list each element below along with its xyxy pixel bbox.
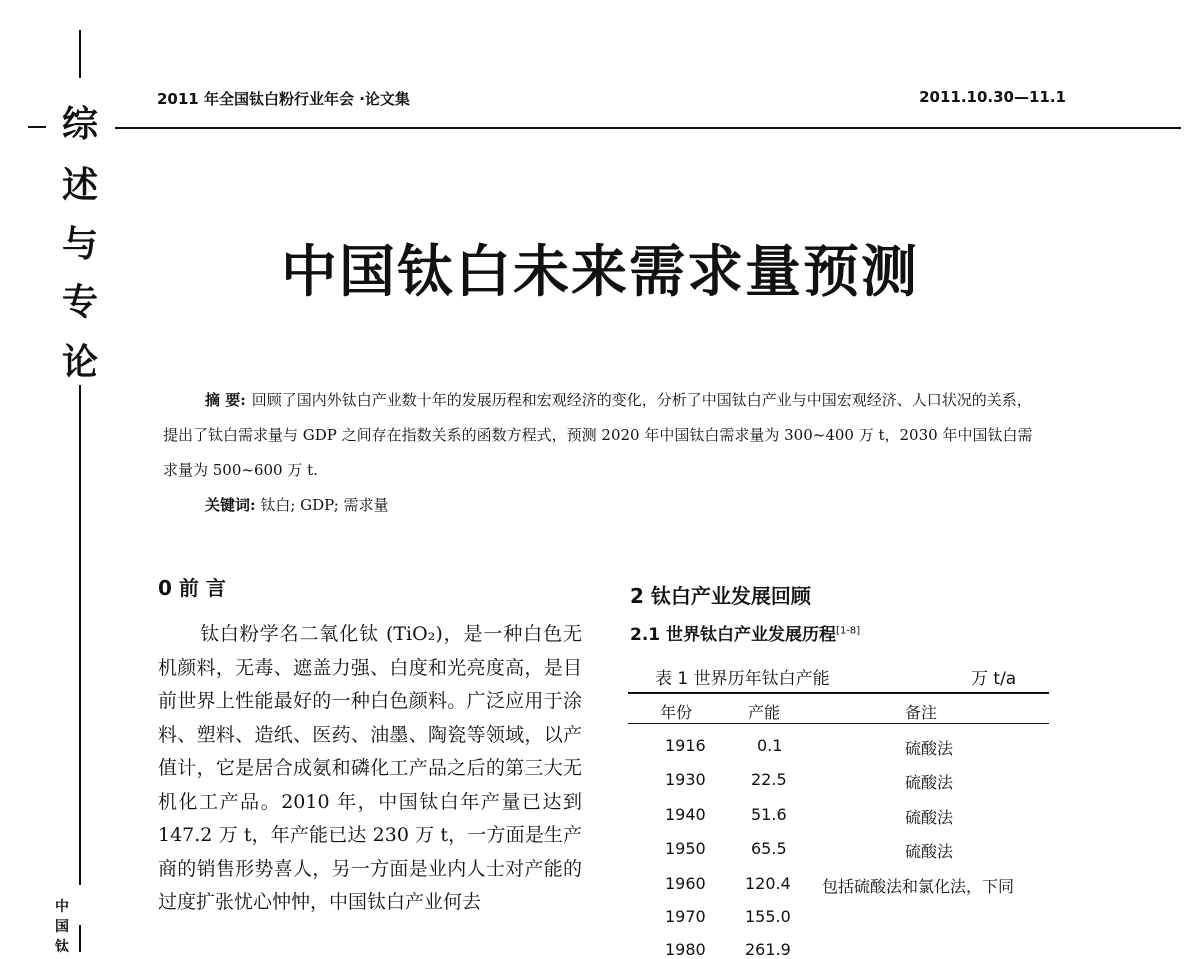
section-0-heading: 0 前 言 (158, 576, 226, 600)
keywords (205, 494, 389, 515)
citation-ref: [1-8] (836, 625, 861, 637)
side-bottom-char: 国 (55, 919, 69, 935)
table-cell-capacity: 261.9 (745, 940, 791, 959)
header-rule (115, 127, 1181, 129)
table-cell-capacity: 120.4 (745, 874, 791, 893)
section-2-1-title: 2.1 世界钛白产业发展历程 (630, 625, 837, 645)
section-0-body: 钛白粉学名二氧化钛 (TiO₂)，是一种白色无机颜料，无毒、遮盖力强、白度和光亮度高，是目前世界上性能最好的一种白色颜料。广泛应用于涂料、塑料、造纸、医药、油墨、陶瓷等领域，以产值计，它是居合成氨和磷化工产品之后的第三大无机化工产品。2010 年，中国钛白年产量已达到 147.2 万 t，年产能已达 230 万 t，一方面是生产商的销售形势喜人，另一方面是业内人士对产能的过度扩张忧心忡忡，中国钛白产业何去 (158, 623, 582, 913)
table-cell-remarks: 硫酸法 (905, 739, 954, 758)
side-bottom-char: 钛 (55, 939, 69, 955)
table-cell-remarks: 包括硫酸法和氯化法，下同 (822, 877, 1015, 896)
table-cell-year: 1940 (665, 805, 706, 824)
table-cell-capacity: 51.6 (751, 805, 787, 824)
table-cell-capacity: 0.1 (757, 736, 783, 755)
table-header-remarks: 备注 (905, 703, 938, 722)
table-header-capacity: 产能 (748, 703, 781, 722)
keywords-text: 钛白; GDP; 需求量 (260, 496, 389, 514)
side-label-char: 专 (61, 281, 98, 323)
side-label-dash (28, 126, 46, 128)
table-cell-capacity: 65.5 (751, 839, 787, 858)
running-header-left: 2011 年全国钛白粉行业年会 ·论文集 (157, 90, 410, 108)
left-vertical-rule-bottom (79, 925, 81, 952)
running-header-date: 2011.10.30—11.1 (919, 88, 1066, 106)
abstract (163, 383, 1043, 488)
keywords-label: 关键词: (205, 496, 256, 514)
section-2-1-heading (630, 620, 860, 645)
table-header-rule (628, 723, 1049, 724)
table-cell-remarks: 硫酸法 (905, 808, 954, 827)
side-label-char: 述 (61, 164, 98, 206)
table-cell-year: 1980 (665, 940, 706, 959)
abstract-text: 回顾了国内外钛白产业数十年的发展历程和宏观经济的变化，分析了中国钛白产业与中国宏观经济、人口状况的关系，提出了钛白需求量与 GDP 之间存在指数关系的函数方程式，预测 2020 年中国钛白需求量为 300~400 万 t，2030 年中国钛白需求量为 500~600 万 t. (163, 391, 1033, 479)
left-vertical-rule-top (79, 30, 81, 78)
table-cell-year: 1930 (665, 770, 706, 789)
side-label-char: 综 (61, 103, 98, 145)
table-caption: 表 1 世界历年钛白产能 (655, 669, 830, 689)
table-unit: 万 t/a (971, 669, 1017, 689)
table-cell-year: 1970 (665, 907, 706, 926)
side-label-char: 论 (61, 341, 98, 383)
section-2-heading: 2 钛白产业发展回顾 (630, 584, 811, 608)
table-top-rule (628, 692, 1049, 694)
left-vertical-rule-middle (79, 385, 81, 885)
table-cell-year: 1916 (665, 736, 706, 755)
table-cell-year: 1950 (665, 839, 706, 858)
abstract-label: 摘 要: (205, 391, 246, 409)
table-cell-remarks: 硫酸法 (905, 773, 954, 792)
table-cell-capacity: 22.5 (751, 770, 787, 789)
table-header-year: 年份 (660, 703, 693, 722)
paper-title: 中国钛白未来需求量预测 (281, 240, 919, 305)
table-cell-remarks: 硫酸法 (905, 842, 954, 861)
table-cell-year: 1960 (665, 874, 706, 893)
side-label-char: 与 (61, 223, 98, 265)
table-cell-capacity: 155.0 (745, 907, 791, 926)
side-bottom-char: 中 (55, 899, 69, 915)
